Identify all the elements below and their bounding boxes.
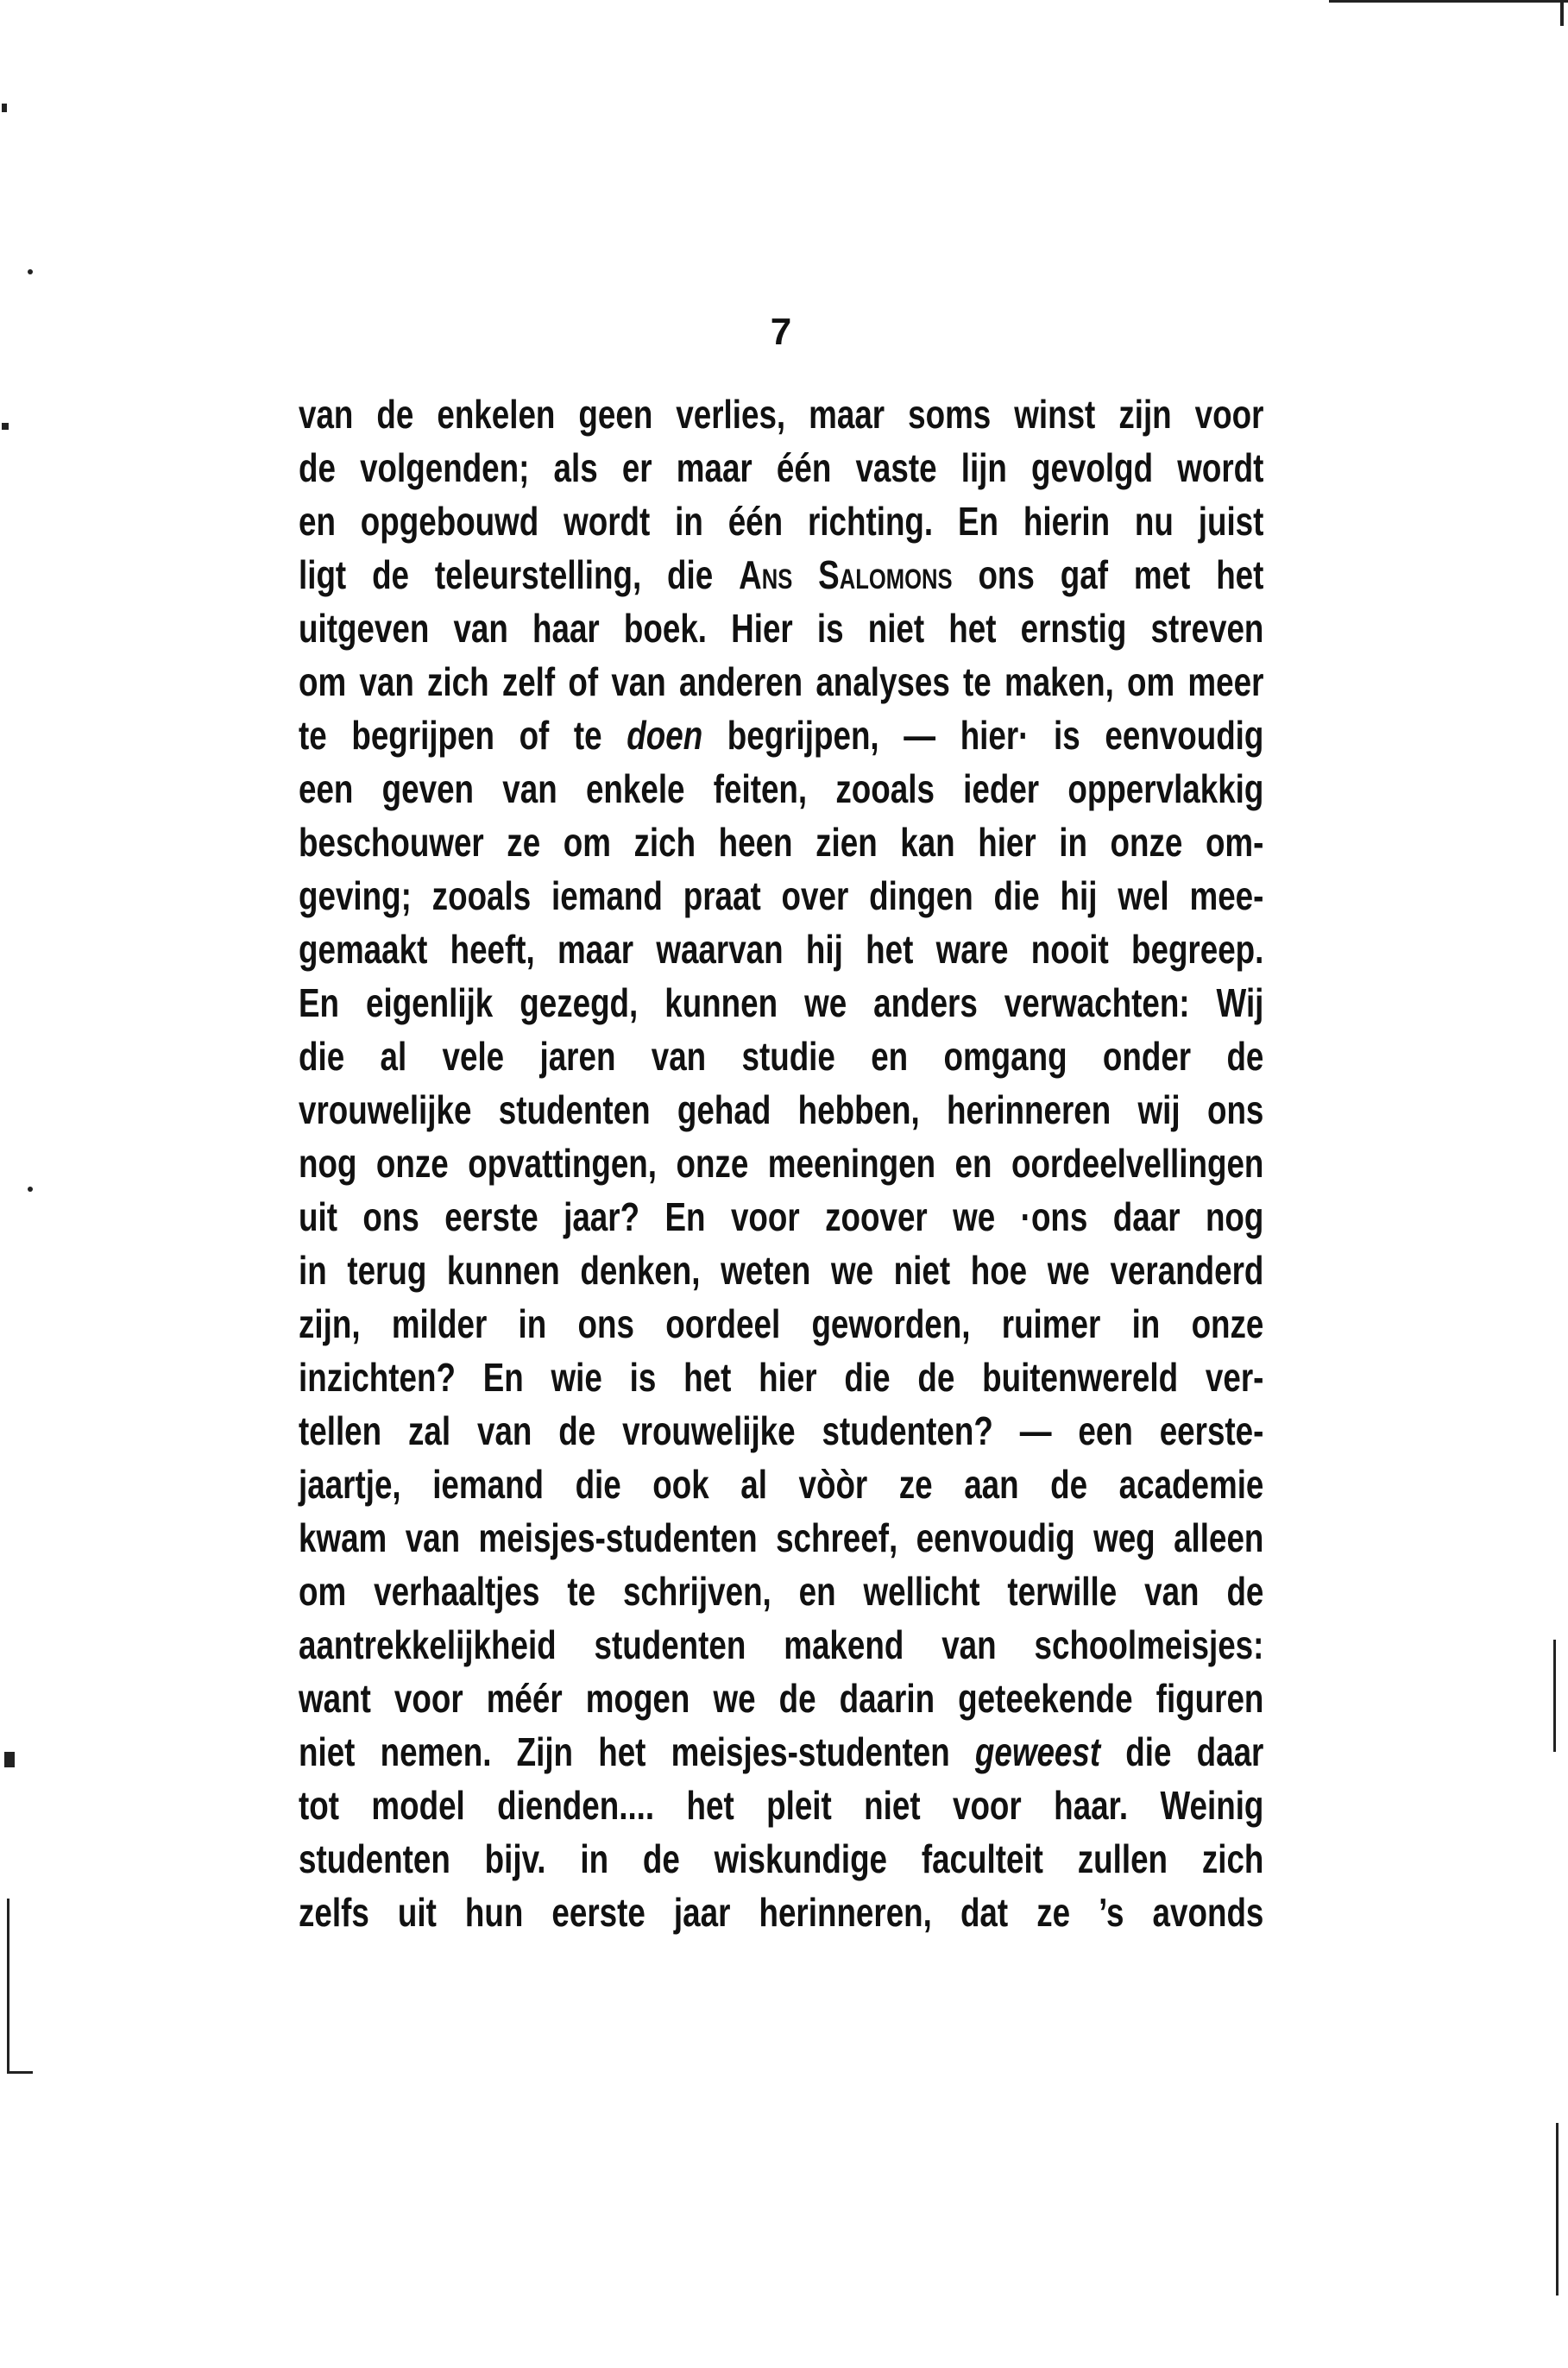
text-segment: tellen zal van de vrouwelijke studenten? — een eerste- [299,1408,1264,1453]
text-line [299,1404,1263,1458]
text-line [299,1351,1263,1404]
text-line [299,1511,1263,1565]
scan-edge-line [1553,1640,1556,1752]
text-line [299,762,1263,816]
text-segment: ons gaf met het [952,552,1264,597]
text-segment: zelfs uit hun eerste jaar herinneren, dat ze ’s avonds [299,1890,1264,1935]
text-line [299,816,1263,869]
text-line [299,1137,1263,1190]
text-segment: uitgeven van haar boek. Hier is niet het ernstig streven [299,606,1264,651]
text-segment: en opgebouwd wordt in één richting. En hierin nu juist [299,499,1264,544]
text-line [299,1832,1263,1886]
scan-speck [28,269,33,274]
text-segment: zijn, milder in ons oordeel geworden, ruimer in onze [299,1301,1264,1346]
page-number: 7 [770,311,792,353]
text-segment: kwam van meisjes-studenten schreef, eenvoudig weg alleen [299,1515,1264,1560]
text-line [299,709,1263,762]
text-segment: te begrijpen of te [299,713,627,758]
text-segment: inzichten? En wie is het hier die de buitenwereld ver- [299,1355,1264,1400]
text-line [299,494,1263,548]
scan-speck [4,1752,15,1767]
scan-edge-line [1556,2123,1559,2296]
text-line [299,1458,1263,1511]
scan-speck [2,104,7,112]
text-segment: uit ons eerste jaar? En voor zoover we ·ons daar nog [299,1194,1264,1239]
scan-edge-line [7,1899,9,2071]
text-segment: vrouwelijke studenten gehad hebben, herinneren wij ons [299,1087,1264,1132]
text-segment: van de enkelen geen verlies, maar soms winst zijn voor [299,392,1264,437]
text-segment: nog onze opvattingen, onze meeningen en oordeelvellingen [299,1141,1264,1186]
text-segment: geving; zooals iemand praat over dingen die hij wel mee- [299,873,1264,918]
text-segment: aantrekkelijkheid studenten makend van schoolmeisjes: [299,1622,1264,1667]
text-segment: ligt de teleurstelling, die [299,552,740,597]
text-segment: in terug kunnen denken, weten we niet hoe we veranderd [299,1248,1264,1293]
text-line [299,548,1263,601]
text-line [299,923,1263,976]
text-line [299,655,1263,709]
text-line [299,976,1263,1030]
text-line [299,1565,1263,1618]
text-line [299,1672,1263,1725]
text-segment: om van zich zelf of van anderen analyses te maken, om meer [299,659,1264,704]
text-segment: om verhaaltjes te schrijven, en wellicht terwille van de [299,1569,1264,1614]
text-line [299,601,1263,655]
text-segment: En eigenlijk gezegd, kunnen we anders verwachten: Wij [299,980,1264,1025]
text-line [299,869,1263,923]
text-line [299,1244,1263,1297]
text-segment: gemaakt heeft, maar waarvan hij het ware nooit begreep. [299,927,1264,972]
text-line [299,441,1263,494]
text-segment: want voor méér mogen we de daarin geteekende figuren [299,1676,1264,1721]
text-line [299,387,1263,441]
text-segment: jaartje, iemand die ook al vòòr ze aan de academie [299,1462,1264,1507]
text-line [299,1030,1263,1083]
text-line [299,1083,1263,1137]
text-line [299,1190,1263,1244]
text-segment: studenten bijv. in de wiskundige faculteit zullen zich [299,1836,1264,1881]
text-line [299,1618,1263,1672]
scan-speck [28,1187,33,1192]
body-text [299,387,1263,1939]
small-caps-name: Ans Salomons [739,552,953,597]
text-segment: die daar [1100,1729,1264,1774]
scan-edge-line [1329,0,1568,3]
scan-edge-line [7,2071,33,2074]
italic-text: doen [627,713,703,758]
text-segment: tot model dienden.... het pleit niet voor haar. Weinig [299,1783,1264,1828]
text-line [299,1725,1263,1779]
text-segment: een geven van enkele feiten, zooals ieder oppervlakkig [299,766,1264,811]
text-segment: die al vele jaren van studie en omgang onder de [299,1034,1264,1079]
text-line [299,1297,1263,1351]
text-line [299,1886,1263,1939]
scan-edge-line [1560,0,1564,26]
text-segment: beschouwer ze om zich heen zien kan hier in onze om- [299,820,1264,865]
text-line [299,1779,1263,1832]
text-segment: de volgenden; als er maar één vaste lijn gevolgd wordt [299,445,1264,490]
text-segment: niet nemen. Zijn het meisjes-studenten [299,1729,975,1774]
text-segment: begrijpen, — hier· is eenvoudig [702,713,1264,758]
scan-speck [2,423,9,430]
italic-text: geweest [974,1729,1101,1774]
